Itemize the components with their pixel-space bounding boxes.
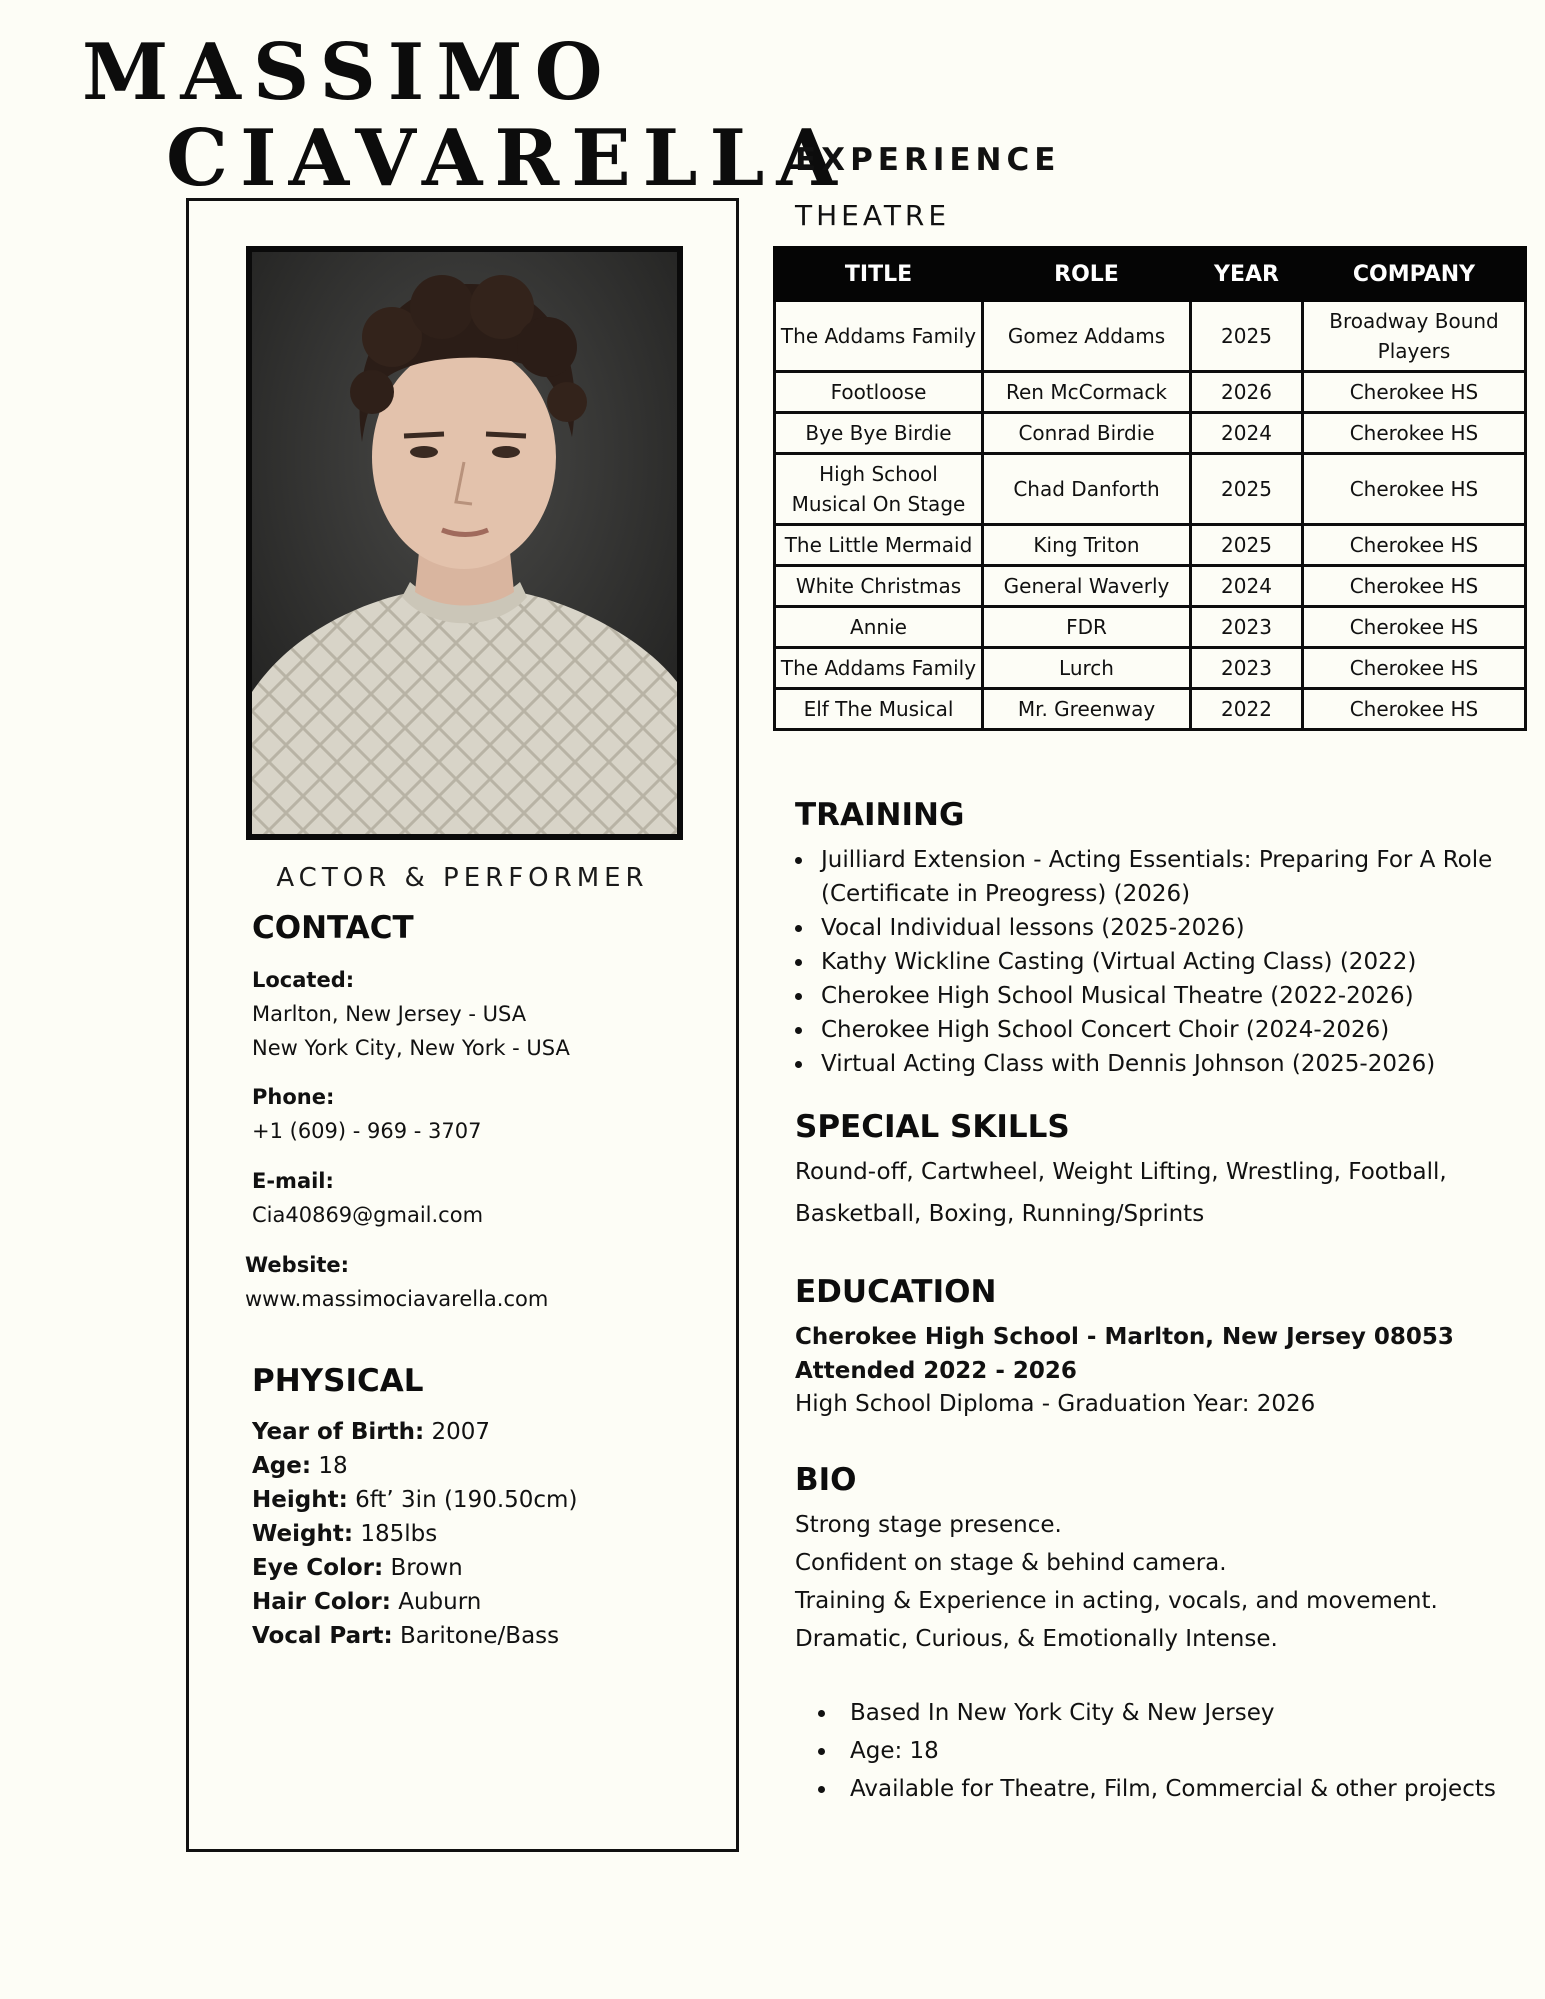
list-item: • Based In New York City & New Jersey [838, 1694, 1496, 1732]
cell-year: 2024 [1191, 566, 1303, 607]
cell-company: Cherokee HS [1303, 689, 1526, 730]
cell-role: FDR [983, 607, 1191, 648]
physical-label: Weight: [252, 1521, 354, 1547]
located-label: Located: [252, 968, 355, 992]
physical-item [252, 1551, 577, 1585]
cell-role: Chad Danforth [983, 454, 1191, 525]
phone-value: +1 (609) - 969 - 3707 [252, 1119, 482, 1143]
column-header-role: ROLE [983, 248, 1191, 301]
training-heading: TRAINING [795, 797, 965, 833]
cell-title: Footloose [775, 372, 983, 413]
physical-label: Height: [252, 1487, 348, 1513]
physical-value: 6ft’ 3in (190.50cm) [355, 1487, 578, 1513]
physical-value: Auburn [398, 1589, 482, 1615]
cell-title: High School Musical On Stage [775, 454, 983, 525]
located-value-1: Marlton, New Jersey - USA [252, 1002, 527, 1026]
email-value[interactable]: Cia40869@gmail.com [252, 1203, 484, 1227]
skills-heading: SPECIAL SKILLS [795, 1109, 1070, 1145]
physical-value: Brown [390, 1555, 463, 1581]
physical-heading: PHYSICAL [252, 1363, 424, 1399]
cell-company: Cherokee HS [1303, 525, 1526, 566]
cell-year: 2023 [1191, 648, 1303, 689]
column-header-year: YEAR [1191, 248, 1303, 301]
cell-role: Conrad Birdie [983, 413, 1191, 454]
cell-year: 2025 [1191, 301, 1303, 372]
column-header-title: TITLE [775, 248, 983, 301]
cell-year: 2024 [1191, 413, 1303, 454]
name-first: MASSIMO [82, 27, 615, 118]
bio-bullets [820, 1694, 1496, 1808]
cell-year: 2023 [1191, 607, 1303, 648]
physical-item [252, 1517, 577, 1551]
table-row [775, 648, 1526, 689]
physical-item [252, 1449, 577, 1483]
education-diploma: High School Diploma - Graduation Year: 2026 [795, 1391, 1316, 1417]
theatre-table [773, 246, 1527, 731]
cell-title: Annie [775, 607, 983, 648]
physical-item [252, 1483, 577, 1517]
cell-year: 2022 [1191, 689, 1303, 730]
table-row [775, 525, 1526, 566]
physical-label: Year of Birth: [252, 1419, 425, 1445]
list-item: • Available for Theatre, Film, Commercial & other projects [838, 1770, 1496, 1808]
cell-company: Cherokee HS [1303, 454, 1526, 525]
physical-list [252, 1415, 577, 1653]
physical-item [252, 1415, 577, 1449]
table-row [775, 301, 1526, 372]
table-row [775, 689, 1526, 730]
bio-line: Dramatic, Curious, & Emotionally Intense. [795, 1626, 1278, 1652]
cell-role: Gomez Addams [983, 301, 1191, 372]
cell-company: Cherokee HS [1303, 372, 1526, 413]
table-row [775, 607, 1526, 648]
cell-title: The Addams Family [775, 301, 983, 372]
cell-role: Mr. Greenway [983, 689, 1191, 730]
cell-role: King Triton [983, 525, 1191, 566]
training-list [795, 843, 1535, 1081]
education-attended: Attended 2022 - 2026 [795, 1358, 1077, 1384]
headshot-illustration [252, 252, 677, 834]
table-row [775, 566, 1526, 607]
education-heading: EDUCATION [795, 1274, 997, 1310]
list-item: • Cherokee High School Concert Choir (2024-2026) [815, 1013, 1535, 1047]
headshot-photo [246, 246, 683, 840]
physical-label: Eye Color: [252, 1555, 384, 1581]
bio-line: Confident on stage & behind camera. [795, 1550, 1227, 1576]
website-value[interactable]: www.massimociavarella.com [245, 1287, 549, 1311]
email-label: E-mail: [252, 1169, 334, 1193]
cell-title: Elf The Musical [775, 689, 983, 730]
cell-year: 2025 [1191, 454, 1303, 525]
cell-title: White Christmas [775, 566, 983, 607]
physical-item [252, 1619, 577, 1653]
cell-company: Broadway Bound Players [1303, 301, 1526, 372]
cell-company: Cherokee HS [1303, 648, 1526, 689]
cell-title: Bye Bye Birdie [775, 413, 983, 454]
list-item: • Juilliard Extension - Acting Essentials: Preparing For A Role (Certificate in Preogress) (2026) [815, 843, 1535, 911]
list-item: • Vocal Individual lessons (2025-2026) [815, 911, 1535, 945]
cell-company: Cherokee HS [1303, 413, 1526, 454]
cell-role: Ren McCormack [983, 372, 1191, 413]
column-header-company: COMPANY [1303, 248, 1526, 301]
contact-heading: CONTACT [252, 910, 414, 946]
cell-year: 2026 [1191, 372, 1303, 413]
cell-role: General Waverly [983, 566, 1191, 607]
physical-value: Baritone/Bass [400, 1623, 560, 1649]
cell-company: Cherokee HS [1303, 566, 1526, 607]
cell-role: Lurch [983, 648, 1191, 689]
education-school: Cherokee High School - Marlton, New Jersey 08053 [795, 1324, 1454, 1350]
list-item: • Virtual Acting Class with Dennis Johnson (2025-2026) [815, 1047, 1535, 1081]
physical-value: 18 [318, 1453, 348, 1479]
tagline: ACTOR & PERFORMER [276, 863, 649, 893]
table-header-row [775, 248, 1526, 301]
phone-label: Phone: [252, 1085, 335, 1109]
physical-value: 2007 [431, 1419, 491, 1445]
list-item: • Age: 18 [838, 1732, 1496, 1770]
cell-title: The Little Mermaid [775, 525, 983, 566]
experience-heading: EXPERIENCE [795, 142, 1061, 178]
cell-year: 2025 [1191, 525, 1303, 566]
bio-text [795, 1506, 1438, 1658]
table-row [775, 372, 1526, 413]
theatre-subheading: THEATRE [795, 199, 951, 232]
website-label: Website: [245, 1253, 350, 1277]
located-value-2: New York City, New York - USA [252, 1036, 570, 1060]
bio-line: Strong stage presence. [795, 1512, 1062, 1538]
list-item: • Kathy Wickline Casting (Virtual Acting Class) (2022) [815, 945, 1535, 979]
cell-company: Cherokee HS [1303, 607, 1526, 648]
bio-heading: BIO [795, 1462, 857, 1498]
table-row [775, 454, 1526, 525]
bio-line: Training & Experience in acting, vocals, and movement. [795, 1588, 1438, 1614]
physical-label: Age: [252, 1453, 312, 1479]
physical-item [252, 1585, 577, 1619]
skills-text: Round-off, Cartwheel, Weight Lifting, Wrestling, Football, Basketball, Boxing, Running/Sprints [795, 1159, 1447, 1227]
list-item: • Cherokee High School Musical Theatre (2022-2026) [815, 979, 1535, 1013]
cell-title: The Addams Family [775, 648, 983, 689]
physical-label: Hair Color: [252, 1589, 391, 1615]
name-last: CIAVARELLA [166, 113, 849, 204]
physical-value: 185lbs [360, 1521, 438, 1547]
physical-label: Vocal Part: [252, 1623, 393, 1649]
table-row [775, 413, 1526, 454]
